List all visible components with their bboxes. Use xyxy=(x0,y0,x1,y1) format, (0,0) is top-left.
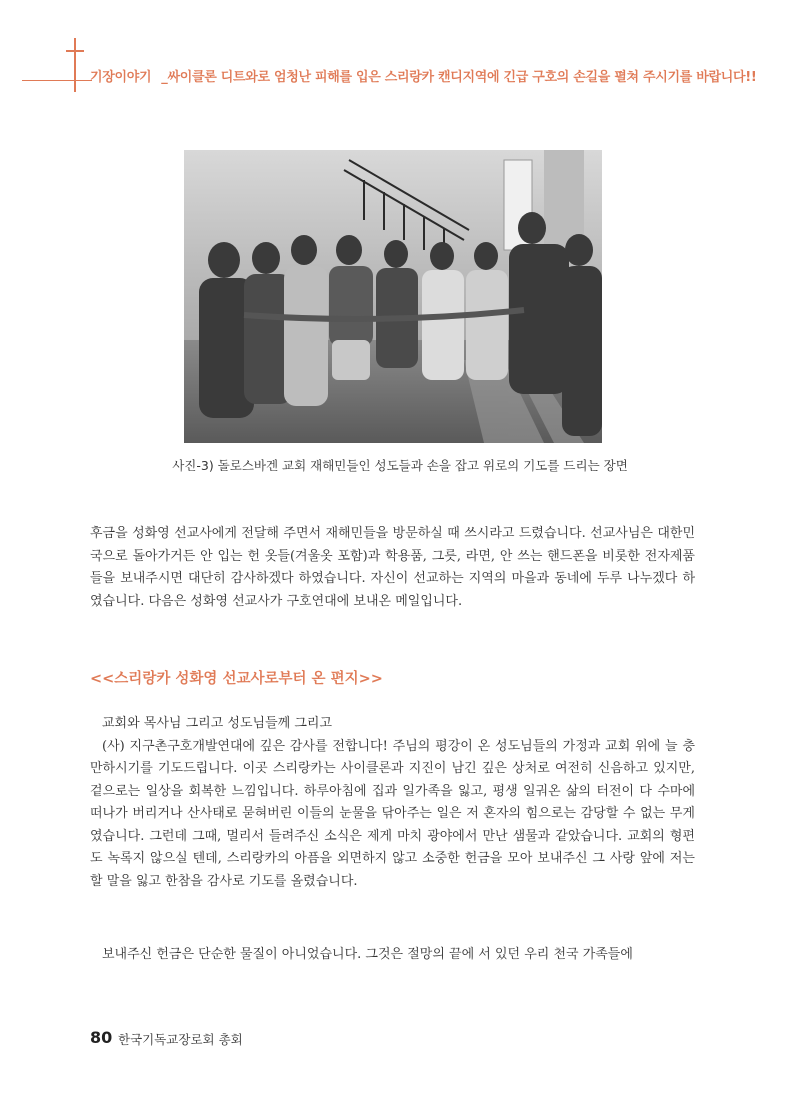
photo-illustration xyxy=(184,150,602,443)
letter-body xyxy=(90,713,695,893)
photo-prayer-meeting xyxy=(184,150,602,443)
header-rule xyxy=(22,80,92,81)
body-paragraph: 후금을 성화영 선교사에게 전달해 주면서 재해민들을 방문하실 때 쓰시라고 드렸습니다. 선교사님은 대한민국으로 돌아가거든 안 입는 헌 옷들(겨울옷 포함)과 학용품, 그릇, 라면, 안 쓰는 핸드폰을 비롯한 전자제품들을 보내주시면 대단히 감사하겠다 하였습니다. 자신이 선교하는 지역의 마을과 동네에 두루 나누겠다 하였습니다. 다음은 성화영 선교사가 구호연대에 보내온 메일입니다. xyxy=(90,526,695,609)
cross-mark-horizontal xyxy=(66,50,84,52)
page-number: 80 xyxy=(90,1028,113,1047)
header-title: _싸이클론 디트와로 엄청난 피해를 입은 스리랑카 캔디지역에 긴급 구호의 손길을 펼쳐 주시기를 바랍니다!! xyxy=(161,70,757,85)
letter-paragraph-continued: 보내주신 헌금은 단순한 물질이 아니었습니다. 그것은 절망의 끝에 서 있던 우리 천국 가족들에 xyxy=(102,947,633,962)
cross-mark-vertical xyxy=(74,38,76,92)
letter-greeting: 교회와 목사님 그리고 성도님들께 그리고 xyxy=(102,716,333,731)
header-section: 기장이야기 xyxy=(90,70,152,85)
photo-caption: 사진-3) 돌로스바겐 교회 재해민들인 성도들과 손을 잡고 위로의 기도를 드리는 장면 xyxy=(172,458,628,473)
section-heading: <<스리랑카 성화영 선교사로부터 온 편지>> xyxy=(90,671,383,687)
running-header xyxy=(90,66,757,85)
letter-paragraph: (사) 지구촌구호개발연대에 깊은 감사를 전합니다! 주님의 평강이 온 성도님들의 가정과 교회 위에 늘 충만하시기를 기도드립니다. 이곳 스리랑카는 사이클론과 지진이 남긴 깊은 상처로 여전히 신음하고 있지만, 겉으로는 일상을 회복한 느낌입니다. 하루아침에 집과 일가족을 잃고, 평생 일궈온 삶의 터전이 다 수마에 떠나가 버리거나 산사태로 묻혀버린 이들의 눈물을 닦아주는 일은 저 혼자의 힘으로는 감당할 수 없는 무게였습니다. 그런데 그때, 멀리서 들려주신 소식은 제게 마치 광야에서 만난 샘물과 같았습니다. 교회의 형편도 녹록지 않으실 텐데, 스리랑카의 아픔을 외면하지 않고 소중한 헌금을 모아 보내주신 그 사랑 앞에 저는 할 말을 잃고 한참을 감사로 기도를 올렸습니다. xyxy=(90,738,695,889)
publication-name: 한국기독교장로회 총회 xyxy=(118,1032,243,1047)
